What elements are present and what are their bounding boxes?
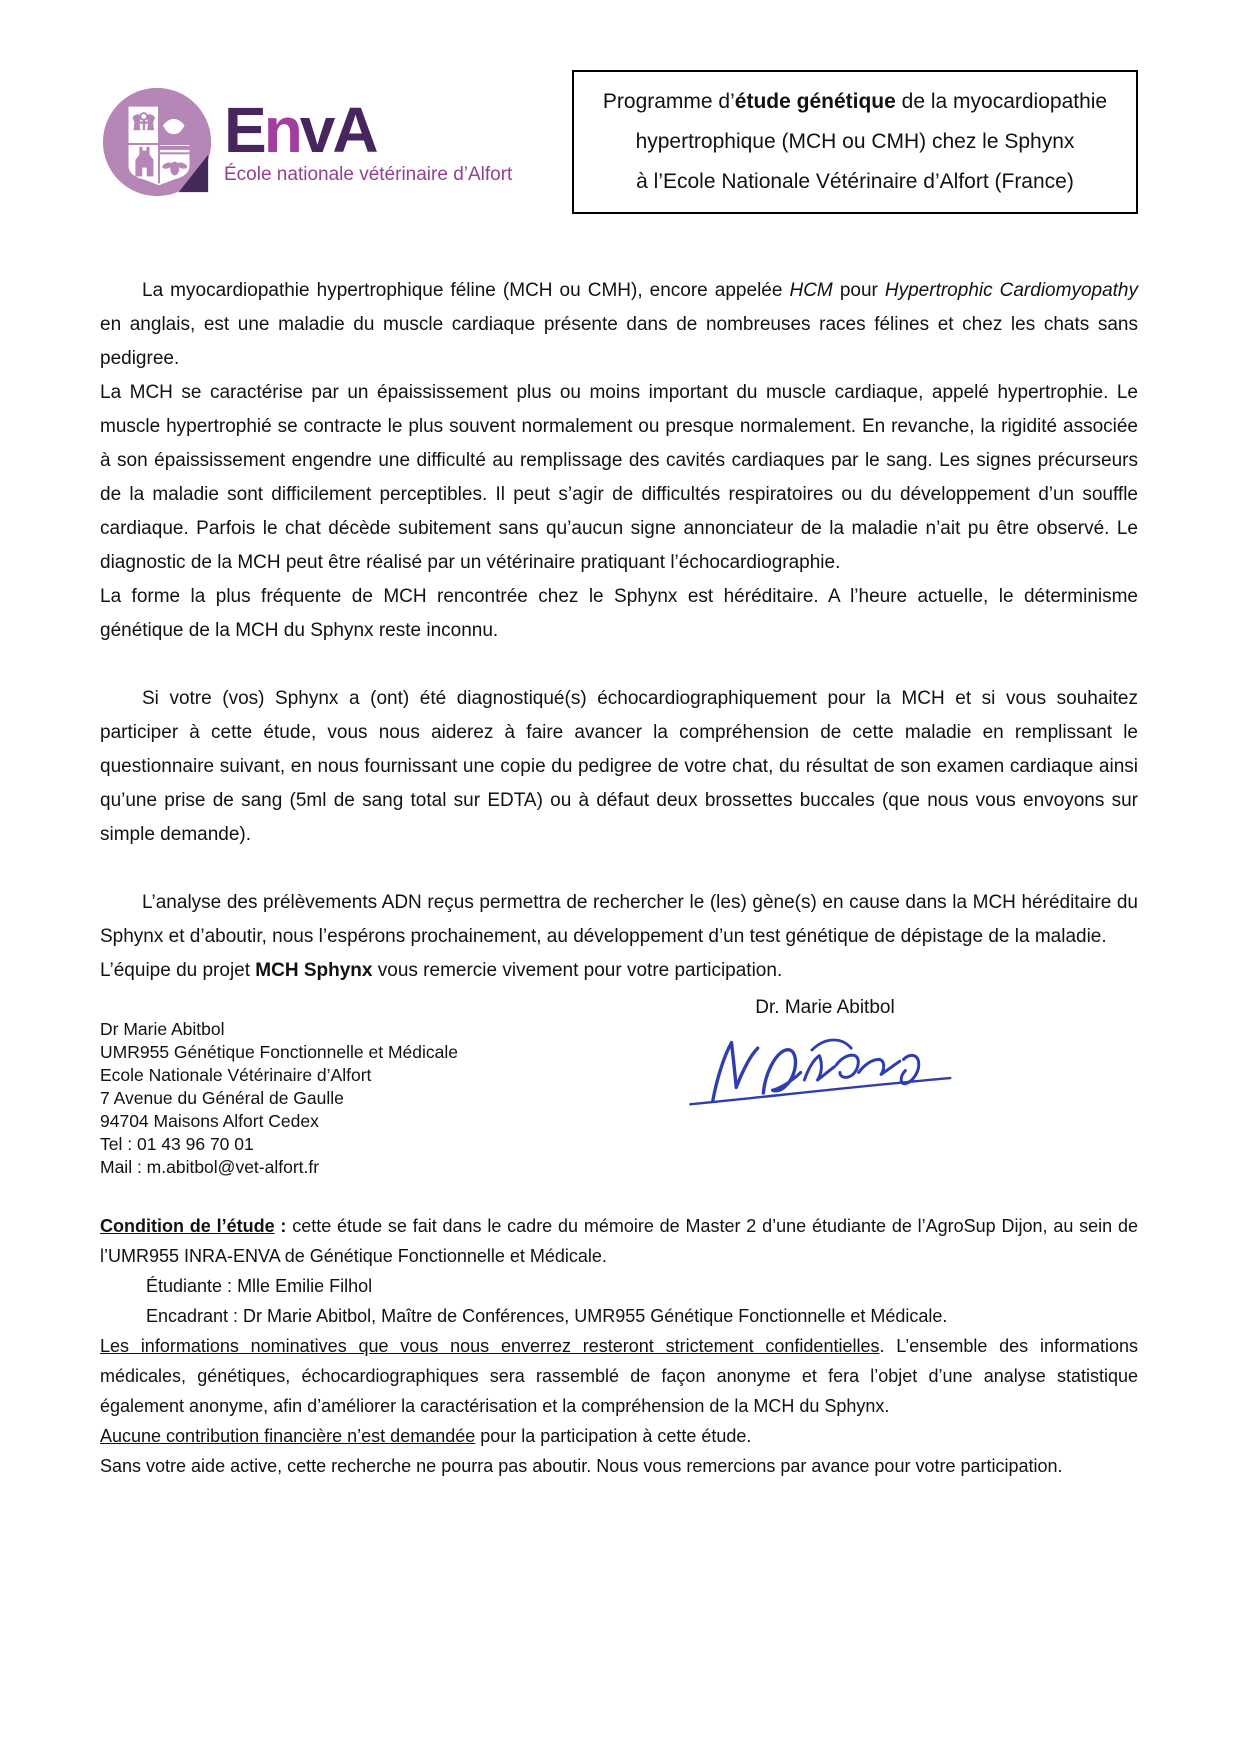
contact-line-name: Dr Marie Abitbol [100, 1019, 225, 1039]
contact-line-email: Mail : m.abitbol@vet-alfort.fr [100, 1157, 320, 1177]
fee-underlined: Aucune contribution financière n’est demandée [100, 1426, 476, 1446]
condition-student-line: Étudiante : Mlle Emilie Filhol [146, 1276, 373, 1296]
condition-heading: Condition de l’étude [100, 1216, 275, 1236]
wordmark-letter-a: A [332, 93, 376, 166]
contact-line-city: 94704 Maisons Alfort Cedex [100, 1111, 319, 1131]
condition-confidentiality-line [100, 1331, 1138, 1421]
analysis-paragraph: L’analyse des prélèvements ADN reçus permettra de rechercher le (les) gène(s) en cause dans la MCH héréditaire du Sphynx et d’aboutir, nous l’espérons prochainement, au développement d’un test génétique de dépistage de la maladie. [100, 892, 1138, 947]
title-line-1-post: de la myocardiopathie [895, 90, 1108, 113]
enva-wordmark [224, 93, 513, 187]
condition-fee-line [100, 1421, 1138, 1451]
study-title-box [572, 70, 1138, 214]
participation-paragraph: Si votre (vos) Sphynx a (ont) été diagnostiqué(s) échocardiographiquement pour la MCH et si vous souhaitez participer à cette étude, vous nous aiderez à faire avancer la compréhension de cette maladie en remplissant le questionnaire suivant, en nous fournissant une copie du pedigree de votre chat, du résultat de son examen cardiaque ainsi qu’une prise de sang (5ml de sang total sur EDTA) ou à défaut deux brossettes buccales (que nous vous envoyons sur simple demande). [100, 688, 1138, 845]
condition-heading-colon: : [274, 1216, 287, 1236]
signature-block [660, 996, 990, 1179]
intro-p1-italic-hcm: HCM [789, 280, 833, 301]
contact-line-school: Ecole Nationale Vétérinaire d’Alfort [100, 1065, 372, 1085]
enva-wordmark-letters [224, 93, 512, 166]
intro-p1-italic-cardiomyopathy: Hypertrophic Cardiomyopathy [884, 280, 1138, 301]
intro-paragraph-3: La forme la plus fréquente de MCH rencontrée chez le Sphynx est héréditaire. A l’heure actuelle, le déterminisme génétique de la MCH du Sphynx reste inconnu. [100, 586, 1138, 641]
confidentiality-underlined: Les informations nominatives que vous nous enverrez resteront strictement confidentielles [100, 1336, 880, 1356]
title-line-3: à l’Ecole Nationale Vétérinaire d’Alfort (France) [636, 170, 1074, 193]
thanks-bold-project: MCH Sphynx [255, 960, 373, 981]
header [100, 70, 1138, 214]
signature-contact-row [100, 996, 1138, 1179]
team-thanks-line [100, 954, 1138, 988]
enva-tagline: École nationale vétérinaire d’Alfort [224, 164, 513, 186]
title-line-2: hypertrophique (MCH ou CMH) chez le Sphynx [635, 130, 1075, 153]
thanks-seg1: L’équipe du projet [100, 960, 256, 981]
enva-logo [100, 84, 512, 202]
condition-line-1-text: cette étude se fait dans le cadre du mémoire de Master 2 d’une étudiante de l’AgroSup Dijon, au sein de l’UMR955 INRA-ENVA de Génétique Fonctionnelle et Médicale. [100, 1216, 1138, 1266]
intro-paragraph-1 [100, 274, 1138, 376]
condition-line-1 [100, 1211, 1138, 1271]
intro-p1-seg3: en anglais, est une maladie du muscle cardiaque présente dans de nombreuses races félines et chez les chats sans pedigree. [100, 314, 1138, 369]
intro-p1-seg2: pour [832, 280, 885, 301]
vertical-gap [100, 648, 1138, 682]
vertical-gap [100, 852, 1138, 886]
intro-paragraph-2: La MCH se caractérise par un épaississement plus ou moins important du muscle cardiaque, appelé hypertrophie. Le muscle hypertrophié se contracte le plus souvent normalement ou presque normalement. En revanche, la rigidité associée à son épaississement engendre une difficulté au remplissage des cavités cardiaques par le sang. Les signes précurseurs de la maladie sont difficilement perceptibles. Il peut s’agir de difficultés respiratoires ou du développement d’un souffle cardiaque. Parfois le chat décède subitement sans qu’aucun signe annonciateur de la maladie n’ait pu être observé. Le diagnostic de la MCH peut être réalisé par un vétérinaire pratiquant l’échocardiographie. [100, 382, 1138, 573]
wordmark-letter-e: E [224, 93, 264, 166]
confidentiality-rest: . L’ensemble des informations médicales, génétiques, échocardiographiques sera rassemblé de façon anonyme et fera l’objet d’une analyse statistique également anonyme, afin d’améliorer la caractérisation et la compréhension de la MCH du Sphynx. [100, 1336, 1138, 1416]
condition-closing-line: Sans votre aide active, cette recherche ne pourra pas aboutir. Nous vous remercions par avance pour votre participation. [100, 1456, 1063, 1476]
thanks-seg2: vous remercie vivement pour votre participation. [372, 960, 783, 981]
title-line-1-bold: étude génétique [734, 90, 896, 113]
conditions-block [100, 1211, 1138, 1481]
contact-line-unit: UMR955 Génétique Fonctionnelle et Médicale [100, 1042, 458, 1062]
signature-name: Dr. Marie Abitbol [755, 997, 895, 1018]
signature-image [675, 1022, 975, 1108]
intro-p1-seg1: La myocardiopathie hypertrophique féline (MCH ou CMH), encore appelée [142, 280, 790, 301]
title-line-1-pre: Programme d’ [602, 90, 735, 113]
contact-line-phone: Tel : 01 43 96 70 01 [100, 1134, 254, 1154]
wordmark-letter-v: v [299, 93, 333, 166]
wordmark-letter-n: n [263, 93, 300, 166]
title-line-1 [580, 82, 1130, 122]
fee-rest: pour la participation à cette étude. [475, 1426, 752, 1446]
condition-supervisor-line: Encadrant : Dr Marie Abitbol, Maître de Conférences, UMR955 Génétique Fonctionnelle et Médicale. [146, 1306, 948, 1326]
contact-block [100, 1018, 458, 1179]
contact-line-street: 7 Avenue du Général de Gaulle [100, 1088, 344, 1108]
enva-emblem-icon [100, 84, 218, 202]
body-text [100, 274, 1138, 988]
